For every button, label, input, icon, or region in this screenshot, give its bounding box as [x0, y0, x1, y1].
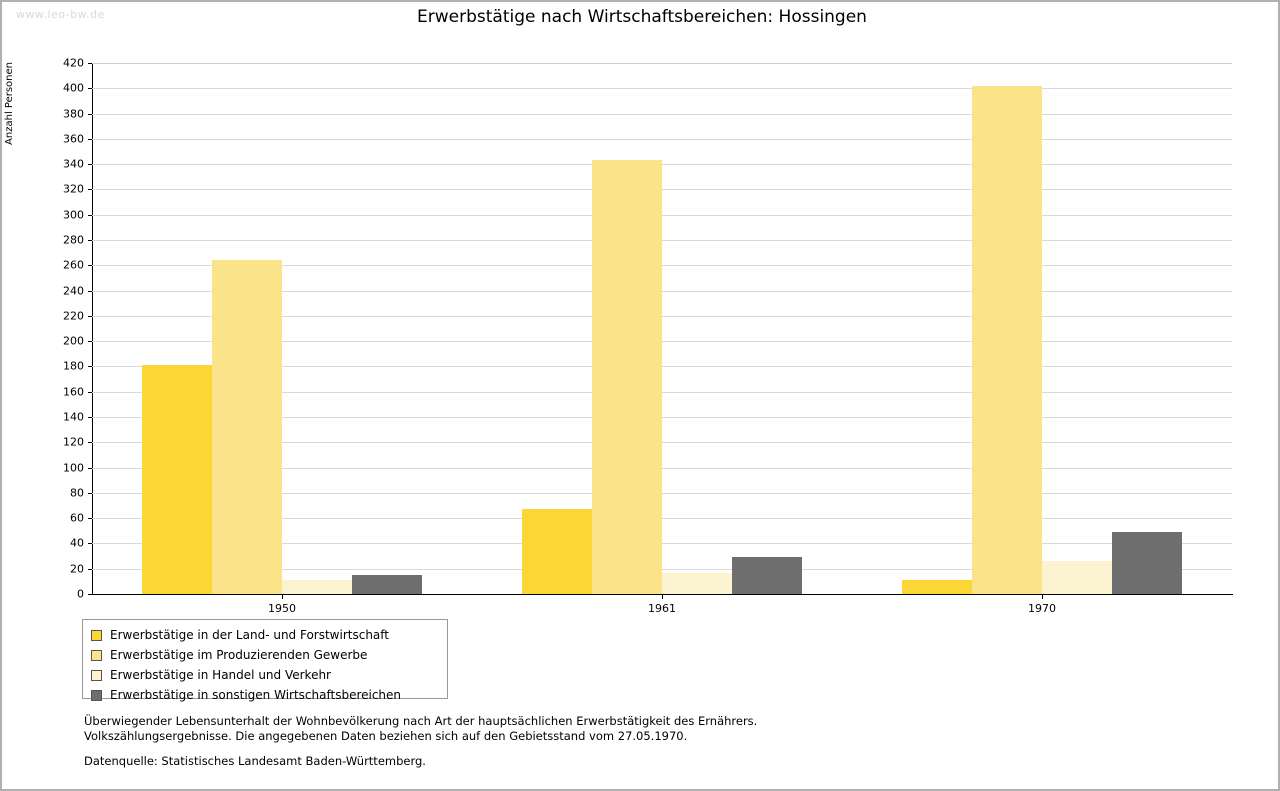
y-axis-tick-mark: [88, 189, 92, 190]
bar: [972, 86, 1042, 594]
page-title: Erwerbstätige nach Wirtschaftsbereichen: Hossingen: [417, 7, 867, 27]
bar: [1042, 561, 1112, 594]
gridline: [92, 164, 1232, 165]
y-axis-tick-mark: [88, 594, 92, 595]
y-axis-tick-mark: [88, 442, 92, 443]
y-axis-tick-label: 340: [63, 157, 84, 171]
y-axis-tick-mark: [88, 240, 92, 241]
legend-label: Erwerbstätige in Handel und Verkehr: [110, 668, 331, 682]
gridline: [92, 114, 1232, 115]
x-axis-tick-mark: [662, 595, 663, 599]
y-axis-tick-label: 200: [63, 334, 84, 348]
y-axis-tick-label: 360: [63, 132, 84, 146]
y-axis-tick-label: 140: [63, 410, 84, 424]
gridline: [92, 63, 1232, 64]
x-axis-tick-label: 1950: [268, 602, 296, 615]
legend-item: [91, 645, 439, 665]
y-axis-tick-mark: [88, 518, 92, 519]
y-axis-tick-mark: [88, 493, 92, 494]
y-axis-tick-label: 0: [77, 587, 84, 601]
y-axis-tick-mark: [88, 392, 92, 393]
y-axis-tick-label: 20: [70, 562, 84, 576]
y-axis-tick-mark: [88, 114, 92, 115]
y-axis-tick-mark: [88, 215, 92, 216]
y-axis-tick-label: 420: [63, 56, 84, 70]
y-axis-tick-label: 380: [63, 107, 84, 121]
watermark-label: www.leo-bw.de: [16, 8, 105, 21]
gridline: [92, 215, 1232, 216]
gridline: [92, 139, 1232, 140]
y-axis-tick-label: 320: [63, 182, 84, 196]
note-line: Volkszählungsergebnisse. Die angegebenen Daten beziehen sich auf den Gebietsstand vom 27.05.1970.: [84, 729, 688, 743]
bar: [592, 160, 662, 594]
bar: [142, 365, 212, 594]
y-axis-tick-mark: [88, 417, 92, 418]
bar: [352, 575, 422, 594]
legend-swatch: [91, 670, 102, 681]
x-axis-tick-mark: [1042, 595, 1043, 599]
gridline: [92, 189, 1232, 190]
legend-item: [91, 685, 439, 705]
bar: [212, 260, 282, 594]
y-axis-tick-mark: [88, 88, 92, 89]
y-axis-tick-label: 60: [70, 511, 84, 525]
y-axis-tick-label: 280: [63, 233, 84, 247]
y-axis-tick-mark: [88, 569, 92, 570]
y-axis-tick-label: 240: [63, 284, 84, 298]
bar: [732, 557, 802, 594]
legend-item: [91, 625, 439, 645]
data-source-label: Datenquelle: Statistisches Landesamt Baden-Württemberg.: [84, 754, 426, 768]
legend-item: [91, 665, 439, 685]
legend-swatch: [91, 650, 102, 661]
x-axis-tick-label: 1970: [1028, 602, 1056, 615]
y-axis-tick-label: 220: [63, 309, 84, 323]
y-axis-label: Anzahl Personen: [4, 62, 15, 145]
y-axis-tick-mark: [88, 63, 92, 64]
y-axis-tick-label: 120: [63, 435, 84, 449]
bar: [662, 573, 732, 594]
gridline: [92, 88, 1232, 89]
y-axis-tick-mark: [88, 316, 92, 317]
y-axis-tick-mark: [88, 366, 92, 367]
y-axis-tick-label: 260: [63, 258, 84, 272]
y-axis-tick-label: 40: [70, 536, 84, 550]
y-axis-tick-mark: [88, 291, 92, 292]
y-axis-tick-label: 180: [63, 359, 84, 373]
chart-notes: [84, 714, 1084, 744]
y-axis-tick-label: 160: [63, 385, 84, 399]
y-axis-tick-label: 80: [70, 486, 84, 500]
legend-swatch: [91, 630, 102, 641]
y-axis-tick-mark: [88, 543, 92, 544]
y-axis-tick-mark: [88, 341, 92, 342]
y-axis-tick-label: 400: [63, 81, 84, 95]
y-axis-tick-mark: [88, 164, 92, 165]
legend-label: Erwerbstätige in sonstigen Wirtschaftsbereichen: [110, 688, 402, 702]
bar: [282, 580, 352, 594]
y-axis-tick-mark: [88, 468, 92, 469]
y-axis-tick-mark: [88, 265, 92, 266]
y-axis-tick-label: 100: [63, 461, 84, 475]
note-line: Überwiegender Lebensunterhalt der Wohnbevölkerung nach Art der hauptsächlichen Erwerbstätigkeit des Ernährers.: [84, 714, 758, 728]
x-axis-tick-mark: [282, 595, 283, 599]
bar: [1112, 532, 1182, 594]
legend-label: Erwerbstätige im Produzierenden Gewerbe: [110, 648, 368, 662]
y-axis-tick-mark: [88, 139, 92, 140]
chart-legend: [82, 619, 448, 702]
legend-swatch: [91, 690, 102, 701]
x-axis-tick-label: 1961: [648, 602, 676, 615]
bar: [522, 509, 592, 594]
bar: [902, 580, 972, 594]
gridline: [92, 240, 1232, 241]
y-axis-tick-label: 300: [63, 208, 84, 222]
legend-label: Erwerbstätige in der Land- und Forstwirtschaft: [110, 628, 389, 642]
